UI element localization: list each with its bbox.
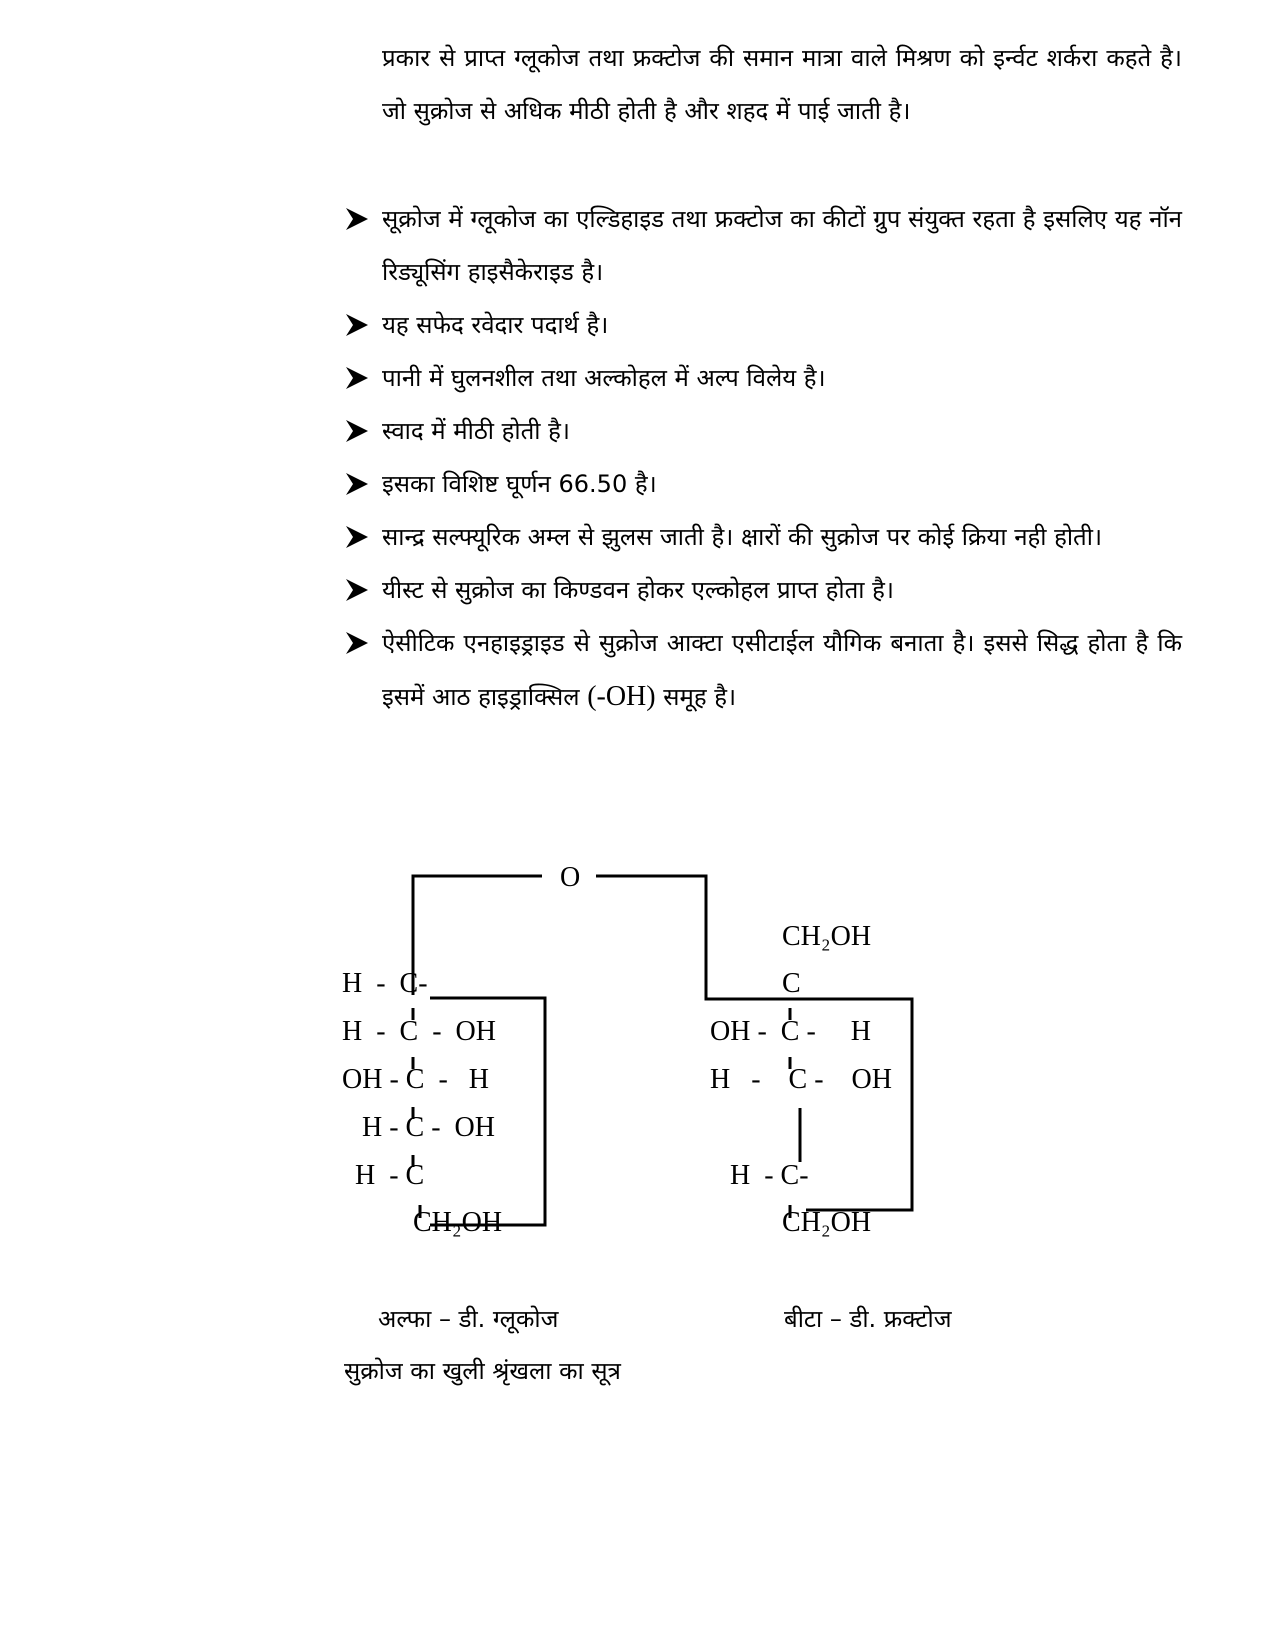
arrowhead-bullet-icon bbox=[344, 577, 370, 603]
fructose-caption: बीटा – डी. फ्रक्टोज bbox=[784, 1305, 952, 1333]
list-item-text: पानी में घुलनशील तथा अल्कोहल में अल्प विलेय है। bbox=[382, 364, 826, 392]
glucose-row: H - C- bbox=[342, 968, 428, 999]
figure-caption: सुक्रोज का खुली श्रृंखला का सूत्र bbox=[344, 1357, 621, 1385]
bridge-oxygen: O bbox=[560, 862, 581, 893]
glucose-ch2oh: CH₂OH bbox=[413, 1207, 503, 1238]
list-item-text: सान्द्र सल्फ्यूरिक अम्ल से झुलस जाती है। क्षारों की सुक्रोज पर कोई क्रिया नही होती। bbox=[382, 523, 1103, 551]
intro-paragraph: प्रकार से प्राप्त ग्लूकोज तथा फ्रक्टोज की समान मात्रा वाले मिश्रण को इर्न्वट शर्करा कहते है। जो सुक्रोज से अधिक मीठी होती है और शहद में पाई जाती है। bbox=[382, 44, 1182, 125]
arrowhead-bullet-icon bbox=[344, 471, 370, 497]
list-item bbox=[344, 564, 1182, 617]
fructose-row: C bbox=[782, 968, 801, 999]
fructose-ch2oh-top: CH₂OH bbox=[782, 921, 872, 952]
list-item-text: यह सफेद रवेदार पदार्थ है। bbox=[382, 311, 609, 339]
arrowhead-bullet-icon bbox=[344, 312, 370, 338]
list-item-suffix: समूह है। bbox=[663, 683, 737, 711]
list-item-text: ऐसीटिक एनहाइड्राइड से सुक्रोज आक्टा एसीटाईल यौगिक बनाता है। इससे सिद्ध होता है कि इसमें आठ हाइड्राक्सिल bbox=[382, 629, 1182, 711]
arrowhead-bullet-icon bbox=[344, 206, 370, 232]
glucose-row: H - C - OH bbox=[342, 1016, 496, 1047]
fructose-row: H - C - OH bbox=[710, 1064, 892, 1095]
arrowhead-bullet-icon bbox=[344, 418, 370, 444]
list-item-text: सूक्रोज में ग्लूकोज का एल्डिहाइड तथा फ्रक्टोज का कीटों ग्रुप संयुक्त रहता है इसलिए यह नॉन रिड्यूसिंग हाइसैकेराइड है। bbox=[382, 205, 1182, 286]
fructose-ch2oh-bottom: CH₂OH bbox=[782, 1207, 872, 1238]
arrowhead-bullet-icon bbox=[344, 524, 370, 550]
list-item-text: यीस्ट से सुक्रोज का किण्डवन होकर एल्कोहल प्राप्त होता है। bbox=[382, 576, 894, 604]
list-item bbox=[344, 352, 1182, 405]
glucose-row: H - C - OH bbox=[362, 1112, 495, 1143]
list-item bbox=[344, 617, 1182, 724]
list-item-text: इसका विशिष्ट घूर्णन 66.50 है। bbox=[382, 470, 657, 498]
property-list bbox=[344, 193, 1182, 724]
glucose-row: OH - C - H bbox=[342, 1064, 489, 1095]
list-item bbox=[344, 299, 1182, 352]
list-item bbox=[344, 405, 1182, 458]
fructose-row: OH - C - H bbox=[710, 1016, 871, 1047]
list-item-text: स्वाद में मीठी होती है। bbox=[382, 417, 570, 445]
arrowhead-bullet-icon bbox=[344, 365, 370, 391]
list-item bbox=[344, 511, 1182, 564]
fructose-row: H - C- bbox=[730, 1160, 809, 1191]
glucose-row: H - C bbox=[355, 1160, 425, 1191]
list-item bbox=[344, 193, 1182, 299]
hydroxyl-formula: (-OH) bbox=[587, 681, 656, 712]
arrowhead-bullet-icon bbox=[344, 630, 370, 656]
sucrose-structure-diagram bbox=[0, 850, 1275, 1270]
list-item bbox=[344, 458, 1182, 511]
glucose-caption: अल्फा – डी. ग्लूकोज bbox=[378, 1305, 559, 1333]
